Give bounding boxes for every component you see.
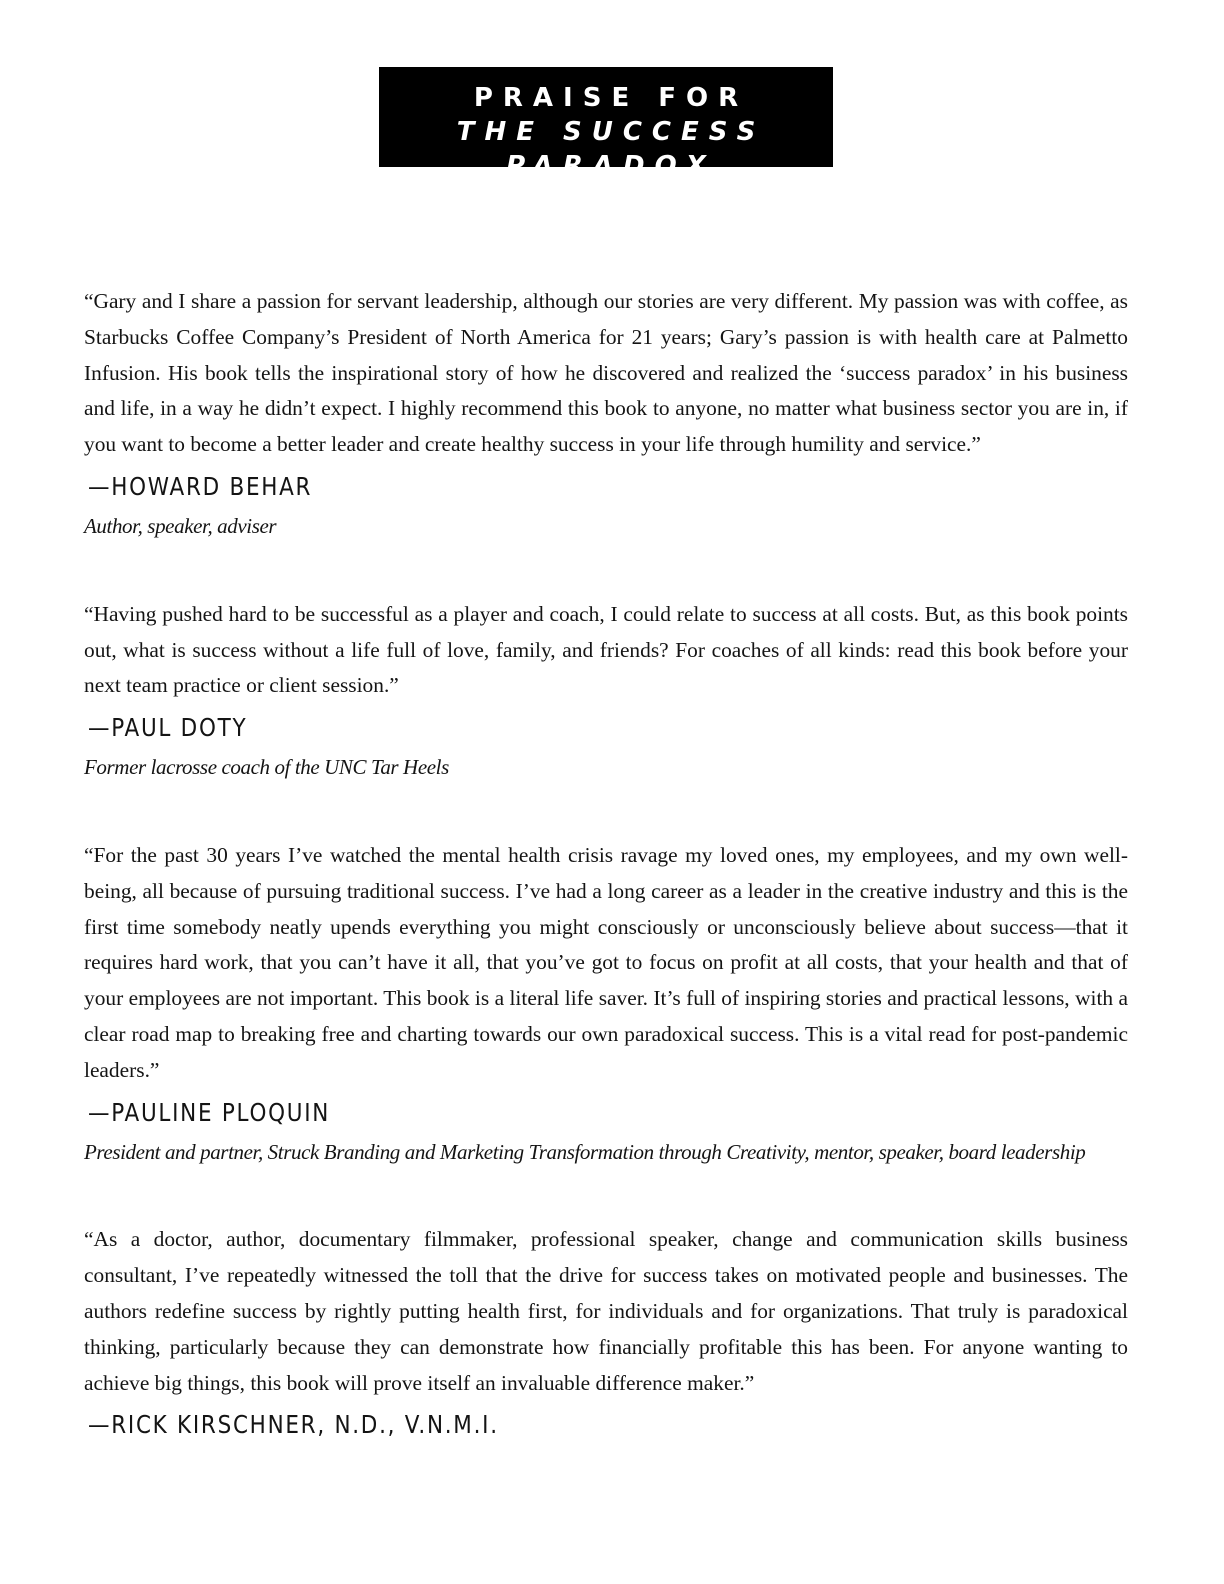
testimonial-role: Author, speaker, adviser (84, 513, 277, 538)
testimonial (84, 1222, 1128, 1445)
testimonial-role: President and partner, Struck Branding and Marketing Transformation through Creativity, mentor, speaker, board leadership (84, 1139, 1086, 1164)
testimonials-list (84, 284, 1128, 1445)
testimonial-quote: “For the past 30 years I’ve watched the mental health crisis ravage my loved ones, my employees, and my own well-being, all because of pursuing traditional success. I’ve had a long career as a leader in the creative industry and this is the first time somebody neatly upends everything you might consciously or unconsciously believe about success—that it requires hard work, that you can’t have it all, that you’ve got to focus on profit at all costs, that your health and that of your employees are not important. This book is a literal life saver. It’s full of inspiring stories and practical lessons, with a clear road map to breaking free and charting towards our own paradoxical success. This is a vital read for post-pandemic leaders.” (84, 842, 1128, 1082)
title-line-book-title: THE SUCCESS PARADOX (456, 117, 766, 181)
testimonial-quote: “Gary and I share a passion for servant leadership, although our stories are very different. My passion was with coffee, as Starbucks Coffee Company’s President of North America for 21 years; Gary’s passion is with health care at Palmetto Infusion. His book tells the inspirational story of how he discovered and realized the ‘success paradox’ in his business and life, in a way he didn’t expect. I highly recommend this book to anyone, no matter what business sector you are in, if you want to become a better leader and create healthy success in your life through humility and service.” (84, 289, 1128, 457)
title-line-praise-for: PRAISE FOR (473, 83, 749, 113)
testimonial (84, 284, 1128, 545)
testimonial-author: —PAUL DOTY (88, 713, 248, 743)
testimonial-author: —PAULINE PLOQUIN (88, 1097, 331, 1127)
title-banner (379, 67, 833, 181)
testimonial-author: —RICK KIRSCHNER, N.D., V.N.M.I. (88, 1410, 499, 1440)
testimonial-quote: “As a doctor, author, documentary filmmaker, professional speaker, change and communication skills business consultant, I’ve repeatedly witnessed the toll that the drive for success takes on motivated people and businesses. The authors redefine success by rightly putting health first, for individuals and for organizations. That truly is paradoxical thinking, particularly because they can demonstrate how financially profitable this has been. For anyone wanting to achieve big things, this book will prove itself an invaluable difference maker.” (84, 1227, 1128, 1395)
testimonial-author: —HOWARD BEHAR (88, 471, 313, 501)
testimonial-role: Former lacrosse coach of the UNC Tar Heels (84, 755, 449, 780)
testimonial-quote: “Having pushed hard to be successful as a player and coach, I could relate to success at all costs. But, as this book points out, what is success without a life full of love, family, and friends? For coaches of all kinds: read this book before your next team practice or client session.” (84, 601, 1128, 698)
testimonial (84, 838, 1128, 1170)
testimonial (84, 597, 1128, 786)
